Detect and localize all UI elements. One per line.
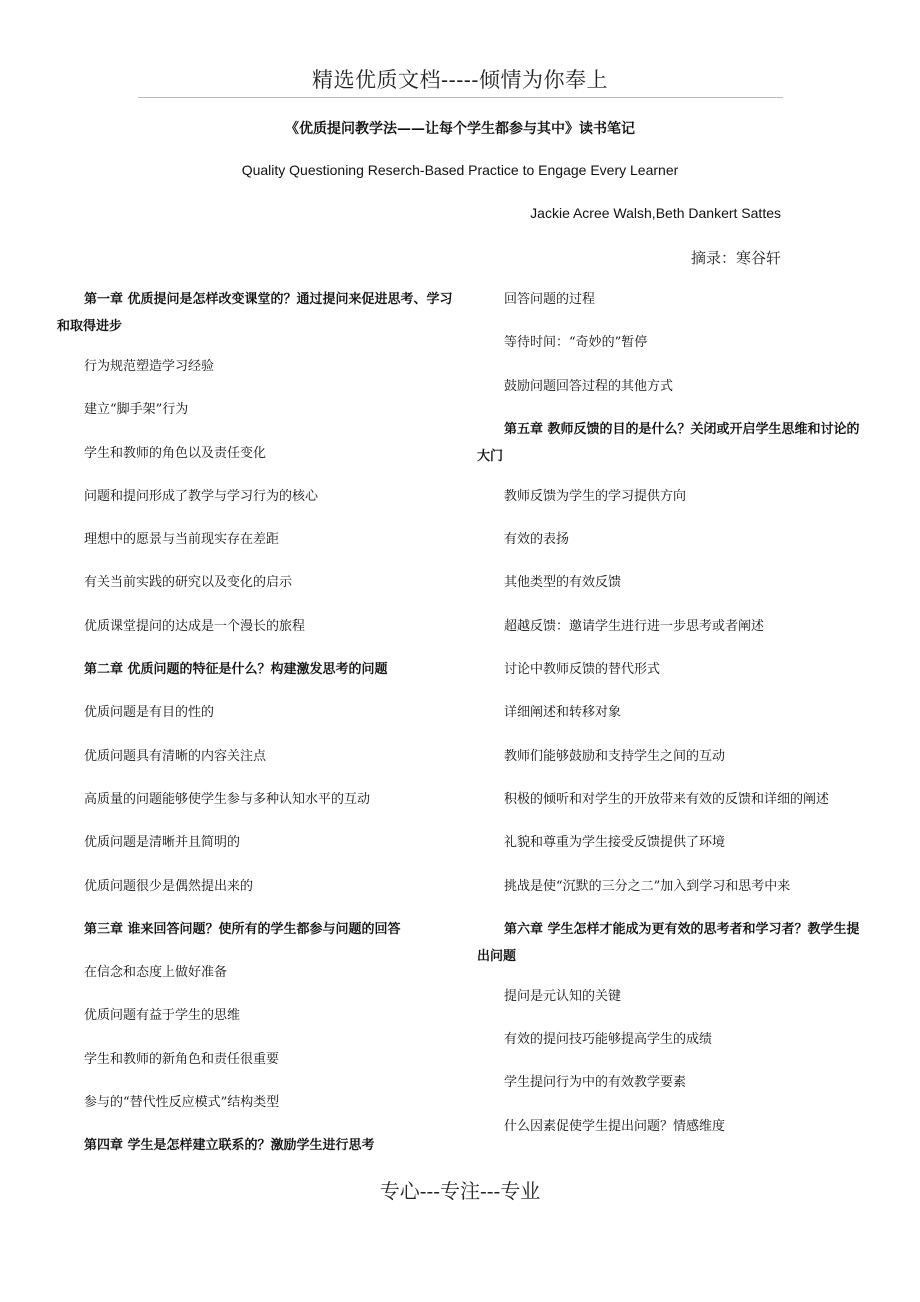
ch4-item: 回答问题的过程 <box>504 292 596 307</box>
ch3-item: 优质问题有益于学生的思维 <box>84 1008 241 1024</box>
ch1-item: 问题和提问形成了教学与学习行为的核心 <box>84 488 319 504</box>
chapter-2-heading: 第二章 优质问题的特征是什么？构建激发思考的问题 <box>84 662 388 678</box>
chapter-4-heading: 第四章 学生是怎样建立联系的？激励学生进行思考 <box>84 1138 375 1154</box>
ch5-item: 超越反馈：邀请学生进行进一步思考或者阐述 <box>504 618 765 634</box>
ch3-item: 学生和教师的新角色和责任很重要 <box>84 1051 280 1067</box>
book-authors: Jackie Acree Walsh,Beth Dankert Sattes <box>530 205 781 221</box>
ch4-item: 等待时间：“奇妙的”暂停 <box>504 335 648 351</box>
book-subtitle: Quality Questioning Reserch-Based Practice to Engage Every Learner <box>241 162 679 178</box>
ch6-item: 提问是元认知的关键 <box>504 988 622 1004</box>
right-column <box>477 289 867 1159</box>
chapter-5-heading: 第五章 教师反馈的目的是什么？关闭或开启学生思维和讨论的大门 <box>477 421 860 464</box>
ch6-item: 什么因素促使学生提出问题？情感维度 <box>504 1118 726 1134</box>
chapter-3-heading: 第三章 谁来回答问题？使所有的学生都参与问题的回答 <box>84 921 401 937</box>
ch5-item: 积极的倾听和对学生的开放带来有效的反馈和详细的阐述 <box>504 791 830 807</box>
ch3-item: 在信念和态度上做好准备 <box>84 965 228 981</box>
ch5-item: 其他类型的有效反馈 <box>504 575 622 591</box>
ch5-item: 详细阐述和转移对象 <box>504 705 622 721</box>
ch2-item: 优质问题是有目的性的 <box>84 705 215 721</box>
page-footer: 专心---专注---专业 <box>379 1179 541 1203</box>
chapter-6-heading: 第六章 学生怎样才能成为更有效的思考者和学习者？教学生提出问题 <box>477 921 860 964</box>
ch5-item: 教师们能够鼓励和支持学生之间的互动 <box>504 748 726 764</box>
ch1-item: 有关当前实践的研究以及变化的启示 <box>84 575 293 591</box>
ch5-item: 教师反馈为学生的学习提供方向 <box>504 488 687 504</box>
ch5-item: 挑战是使“沉默的三分之二”加入到学习和思考中来 <box>504 878 791 894</box>
header-divider <box>138 97 783 98</box>
book-title: 《优质提问教学法——让每个学生都参与其中》读书笔记 <box>285 121 635 137</box>
ch2-item: 优质问题具有清晰的内容关注点 <box>84 748 267 764</box>
ch2-item: 高质量的问题能够使学生参与多种认知水平的互动 <box>84 791 371 807</box>
ch2-item: 优质问题很少是偶然提出来的 <box>84 878 254 894</box>
ch1-item: 建立“脚手架”行为 <box>84 402 189 418</box>
ch4-item: 鼓励问题回答过程的其他方式 <box>504 378 674 394</box>
ch6-item: 有效的提问技巧能够提高学生的成绩 <box>504 1032 713 1048</box>
excerpt-credit: 摘录：寒谷轩 <box>690 249 781 267</box>
ch5-item: 礼貌和尊重为学生接受反馈提供了环境 <box>504 835 726 851</box>
ch1-item: 学生和教师的角色以及责任变化 <box>84 445 267 461</box>
ch1-item: 优质课堂提问的达成是一个漫长的旅程 <box>84 618 306 634</box>
ch6-item: 学生提问行为中的有效教学要素 <box>504 1075 687 1091</box>
ch5-item: 讨论中教师反馈的替代形式 <box>504 662 661 678</box>
left-column <box>57 289 457 1179</box>
ch2-item: 优质问题是清晰并且简明的 <box>84 835 241 851</box>
ch5-item: 有效的表扬 <box>504 532 570 548</box>
chapter-1-heading: 第一章 优质提问是怎样改变课堂的？通过提问来促进思考、学习和取得进步 <box>57 292 453 334</box>
page-header-title: 精选优质文档-----倾情为你奉上 <box>312 68 608 92</box>
ch1-item: 理想中的愿景与当前现实存在差距 <box>84 532 280 548</box>
ch1-item: 行为规范塑造学习经验 <box>84 359 215 374</box>
ch3-item: 参与的“替代性反应模式”结构类型 <box>84 1095 280 1111</box>
